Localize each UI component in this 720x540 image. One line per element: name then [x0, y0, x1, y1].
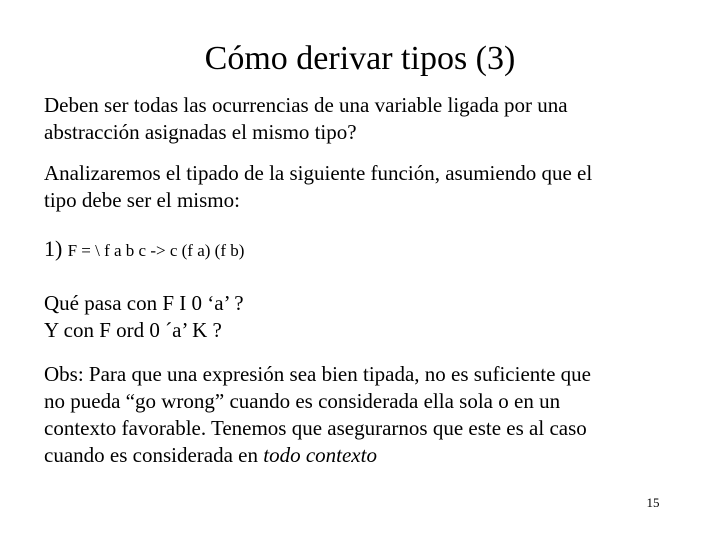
text-line: Obs: Para que una expresión sea bien tipada, no es suficiente que: [44, 362, 591, 386]
text-segment: cuando es considerada en: [44, 443, 264, 467]
function-definition-item: [44, 235, 684, 264]
function-code: F = \ f a b c -> c (f a) (f b): [67, 241, 245, 260]
emphasized-text: todo contexto: [263, 443, 377, 467]
text-line: Qué pasa con F I 0 ‘a’ ?: [44, 291, 244, 315]
text-line: Y con F ord 0 ´a’ K ?: [44, 318, 222, 342]
slide-title: Cómo derivar tipos (3): [204, 40, 516, 77]
text-line: no pueda “go wrong” cuando es considerada ella sola o en un: [44, 389, 561, 413]
page-number: 15: [646, 495, 660, 510]
text-line: contexto favorable. Tenemos que asegurarnos que este es al caso: [44, 416, 587, 440]
text-line: tipo debe ser el mismo:: [44, 188, 240, 212]
paragraph-application-questions: [44, 290, 684, 344]
text-line: [44, 442, 684, 469]
text-line: Deben ser todas las ocurrencias de una variable ligada por una: [44, 93, 568, 117]
text-line: Analizaremos el tipado de la siguiente función, asumiendo que el: [44, 161, 593, 185]
item-number: 1): [44, 236, 63, 261]
paragraph-analysis-intro: [44, 160, 684, 214]
paragraph-question-bound-variable: [44, 92, 684, 146]
text-line: abstracción asignadas el mismo tipo?: [44, 120, 357, 144]
paragraph-observation: [44, 361, 684, 469]
